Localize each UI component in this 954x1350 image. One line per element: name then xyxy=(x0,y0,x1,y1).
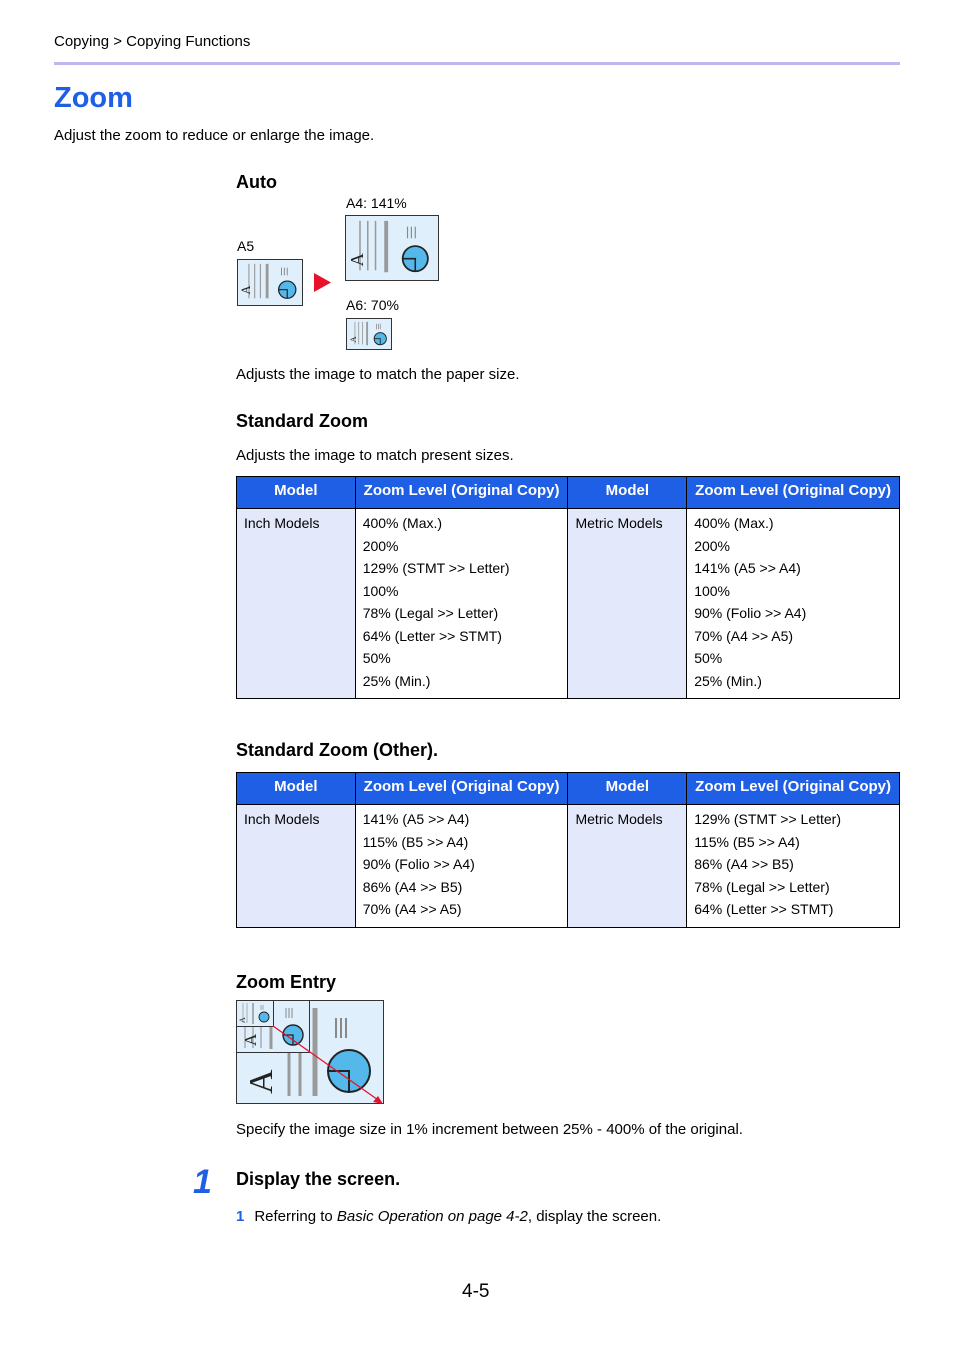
zoom-value: 129% (STMT >> Letter) xyxy=(694,811,841,827)
substep-link[interactable]: Basic Operation on page 4-2 xyxy=(336,1208,528,1225)
zoom-values-cell xyxy=(355,509,568,699)
doc-letter: A xyxy=(347,336,358,343)
zoom-value: 200% xyxy=(362,537,399,554)
column-header: Model xyxy=(568,477,687,509)
zoom-value: 50% xyxy=(362,650,391,666)
zoom-value: 86% (A4 >> B5) xyxy=(694,856,794,872)
auto-heading: Auto xyxy=(236,172,277,192)
zoom-value: 400% (Max.) xyxy=(362,515,443,531)
standard-zoom-description: Adjusts the image to match present sizes. xyxy=(236,447,514,464)
doc-letter: A xyxy=(346,253,367,267)
doc-letter: A xyxy=(238,1017,247,1023)
column-header: Zoom Level (Original Copy) xyxy=(355,477,568,509)
document-a5-icon xyxy=(237,259,303,306)
zoom-value: 78% (Legal >> Letter) xyxy=(362,605,499,621)
substep-suffix: , display the screen. xyxy=(527,1208,662,1225)
zoom-value: 50% xyxy=(694,650,723,666)
zoom-value: 64% (Letter >> STMT) xyxy=(362,627,502,644)
zoom-value: 64% (Letter >> STMT) xyxy=(694,901,834,917)
red-arrow-icon xyxy=(314,273,331,292)
auto-label-a5: A5 xyxy=(237,238,255,254)
breadcrumb: Copying > Copying Functions xyxy=(54,33,251,50)
column-header: Model xyxy=(237,477,356,509)
standard-zoom-other-table xyxy=(236,772,900,928)
table-header-row xyxy=(237,477,900,509)
page-number: 4-5 xyxy=(462,1281,490,1302)
standard-zoom-table xyxy=(236,476,900,699)
header-divider xyxy=(54,62,900,65)
zoom-value: 100% xyxy=(362,582,399,599)
zoom-value: 100% xyxy=(694,582,730,599)
zoom-value: 78% (Legal >> Letter) xyxy=(694,878,830,895)
zoom-value: 141% (A5 >> A4) xyxy=(694,560,801,576)
model-cell: Inch Models xyxy=(237,509,356,699)
column-header: Zoom Level (Original Copy) xyxy=(687,773,900,805)
zoom-values-cell xyxy=(687,805,900,928)
zoom-values-cell xyxy=(687,509,900,699)
column-header: Zoom Level (Original Copy) xyxy=(355,773,568,805)
zoom-value: 70% (A4 >> A5) xyxy=(362,901,462,917)
table-row xyxy=(237,805,900,928)
model-cell: Inch Models xyxy=(237,805,356,928)
substep-number: 1 xyxy=(236,1208,245,1225)
model-cell: Metric Models xyxy=(568,805,687,928)
page-intro: Adjust the zoom to reduce or enlarge the image. xyxy=(54,127,375,144)
zoom-entry-illustration xyxy=(236,1000,384,1104)
zoom-values-cell xyxy=(355,805,568,928)
model-cell: Metric Models xyxy=(568,509,687,699)
document-a4-icon xyxy=(345,215,439,281)
step-number: 1 xyxy=(193,1163,212,1201)
standard-zoom-heading: Standard Zoom xyxy=(236,411,369,431)
zoom-value: 200% xyxy=(694,537,730,554)
page-title: Zoom xyxy=(54,82,133,114)
zoom-value: 115% (B5 >> A4) xyxy=(362,833,469,850)
auto-label-a6: A6: 70% xyxy=(346,297,399,313)
doc-letter: A xyxy=(241,1033,260,1046)
zoom-value: 86% (A4 >> B5) xyxy=(362,878,463,895)
substep xyxy=(236,1208,661,1225)
table-row xyxy=(237,509,900,699)
zoom-value: 400% (Max.) xyxy=(694,515,774,531)
zoom-value: 141% (A5 >> A4) xyxy=(362,811,470,827)
auto-label-a4: A4: 141% xyxy=(346,195,407,211)
zoom-entry-description: Specify the image size in 1% increment between 25% - 400% of the original. xyxy=(236,1121,743,1138)
zoom-value: 129% (STMT >> Letter) xyxy=(362,560,510,576)
zoom-value: 25% (Min.) xyxy=(362,672,431,689)
column-header: Zoom Level (Original Copy) xyxy=(687,477,900,509)
zoom-value: 90% (Folio >> A4) xyxy=(362,856,475,872)
doc-letter: A xyxy=(243,1069,280,1094)
auto-description: Adjusts the image to match the paper size. xyxy=(236,366,520,383)
zoom-value: 115% (B5 >> A4) xyxy=(694,833,800,850)
zoom-entry-heading: Zoom Entry xyxy=(236,972,337,992)
doc-letter: A xyxy=(238,285,253,295)
column-header: Model xyxy=(237,773,356,805)
column-header: Model xyxy=(568,773,687,805)
table-header-row xyxy=(237,773,900,805)
substep-prefix: Referring to xyxy=(254,1208,337,1225)
document-a6-icon xyxy=(346,318,392,350)
step-title: Display the screen. xyxy=(236,1169,401,1189)
zoom-value: 90% (Folio >> A4) xyxy=(694,605,807,621)
zoom-value: 70% (A4 >> A5) xyxy=(694,627,794,644)
standard-zoom-other-heading: Standard Zoom (Other). xyxy=(236,740,438,760)
zoom-value: 25% (Min.) xyxy=(694,672,762,689)
